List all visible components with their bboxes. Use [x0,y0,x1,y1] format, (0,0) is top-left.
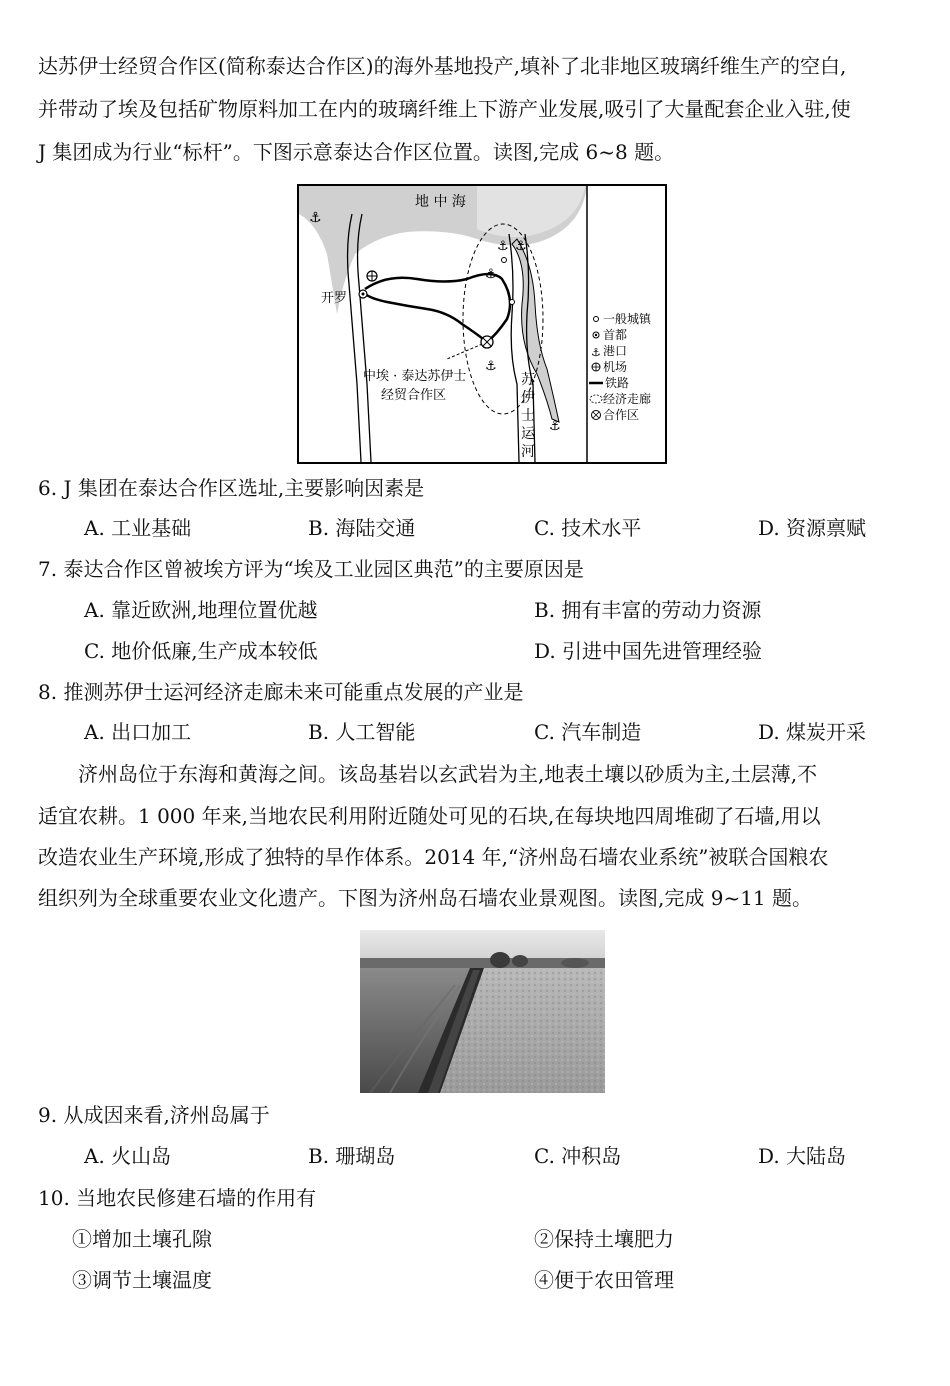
zone-label-1: 中埃 · 泰达苏伊士 [363,369,467,384]
legend-railway: 铁路 [605,376,630,390]
intro-line-3: J 集团成为行业“标杆”。下图示意泰达合作区位置。读图,完成 6~8 题。 [38,140,675,164]
legend-zone: 合作区 [603,408,640,422]
q10-stem: 10. 当地农民修建石墙的作用有 [38,1186,317,1210]
q7-option-b: B. 拥有丰富的劳动力资源 [534,598,762,622]
legend-town: 一般城镇 [603,312,652,326]
port-icon: ⚓ [591,346,601,359]
zone-label-2: 经贸合作区 [381,388,447,403]
q8-option-d: D. 煤炭开采 [758,720,867,744]
q7-option-a: A. 靠近欧洲,地理位置优越 [84,598,318,622]
canal-label-5: 河 [521,444,535,460]
legend-airport: 机场 [603,360,628,374]
canal-label-2: 伊 [521,390,535,406]
q6-stem: 6. J 集团在泰达合作区选址,主要影响因素是 [38,476,425,500]
port-icon: ⚓ [515,239,527,254]
port-icon: ⚓ [485,359,497,374]
q9-option-d: D. 大陆岛 [758,1144,847,1168]
port-icon: ⚓ [497,239,509,254]
q9-stem: 9. 从成因来看,济州岛属于 [38,1103,270,1127]
taida-location-map [297,184,667,464]
sea-label: 地 中 海 [415,194,466,210]
canal-label-1: 苏 [521,372,535,388]
q10-option-2: ②保持土壤肥力 [534,1227,674,1251]
q8-option-a: A. 出口加工 [84,720,192,744]
passage2-line-1: 济州岛位于东海和黄海之间。该岛基岩以玄武岩为主,地表土壤以砂质为主,土层薄,不 [78,762,818,786]
intro-line-2: 并带动了埃及包括矿物原料加工在内的玻璃纤维上下游产业发展,吸引了大量配套企业入驻,使 [38,97,851,121]
port-icon: ⚓ [485,267,497,282]
canal-label-4: 运 [521,426,535,442]
q8-option-c: C. 汽车制造 [534,720,642,744]
intro-line-1: 达苏伊士经贸合作区(简称泰达合作区)的海外基地投产,填补了北非地区玻璃纤维生产的空白, [38,54,847,78]
passage2-line-3: 改造农业生产环境,形成了独特的旱作体系。2014 年,“济州岛石墙农业系统”被联合国粮农 [38,845,829,869]
legend-port: 港口 [603,344,628,358]
q6-option-b: B. 海陆交通 [308,516,416,540]
legend-capital: 首都 [603,328,628,342]
q7-option-d: D. 引进中国先进管理经验 [534,639,763,663]
q9-option-b: B. 珊瑚岛 [308,1144,396,1168]
port-icon: ⚓ [549,419,561,434]
q9-option-a: A. 火山岛 [84,1144,172,1168]
q7-stem: 7. 泰达合作区曾被埃方评为“埃及工业园区典范”的主要原因是 [38,557,584,581]
legend-corridor: 经济走廊 [603,392,652,406]
town [502,258,507,263]
q9-option-c: C. 冲积岛 [534,1144,622,1168]
q8-stem: 8. 推测苏伊士运河经济走廊未来可能重点发展的产业是 [38,680,524,704]
q10-option-3: ③调节土壤温度 [72,1268,212,1292]
q10-option-4: ④便于农田管理 [534,1268,674,1292]
canal-label-3: 士 [521,408,535,424]
q7-option-c: C. 地价低廉,生产成本较低 [84,639,318,663]
q6-option-c: C. 技术水平 [534,516,642,540]
town [510,300,515,305]
town-icon [594,317,599,322]
port-icon: ⚓ [309,210,322,226]
q10-option-1: ①增加土壤孔隙 [72,1227,212,1251]
jeju-stone-wall-photo [360,930,605,1093]
q6-option-a: A. 工业基础 [84,516,192,540]
passage2-line-2: 适宜农耕。1 000 年来,当地农民利用附近随处可见的石块,在每块地四周堆砌了石墙,用以 [38,804,821,828]
passage2-line-4: 组织列为全球重要农业文化遗产。下图为济州岛石墙农业景观图。读图,完成 9~11 题。 [38,886,813,910]
q8-option-b: B. 人工智能 [308,720,416,744]
q6-option-d: D. 资源禀赋 [758,516,867,540]
cairo-label: 开罗 [321,291,348,306]
